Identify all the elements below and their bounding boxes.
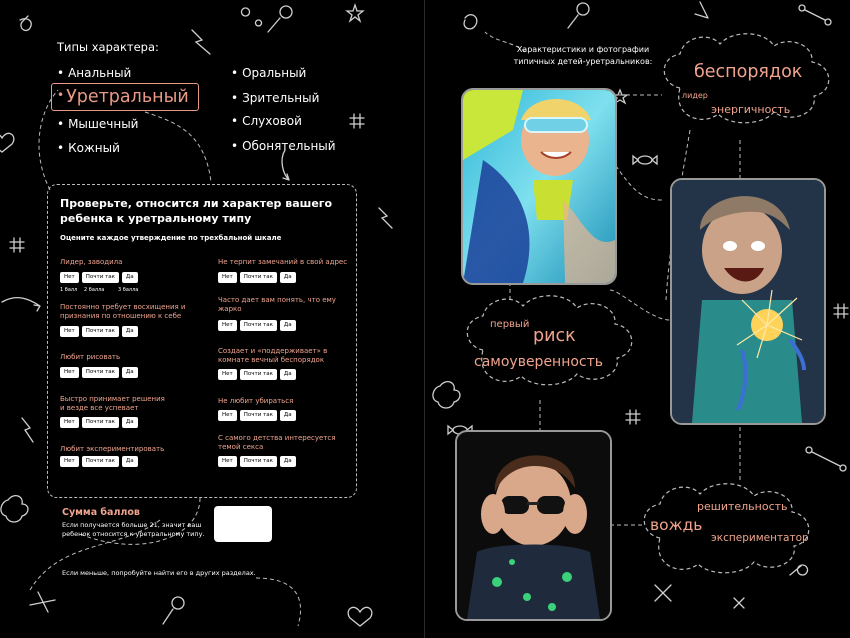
bone-icon — [30, 592, 55, 612]
cloud-word-experimenter: экспериментатор — [711, 532, 809, 544]
cloud-word-energy: энергичность — [711, 103, 791, 116]
heart-icon — [0, 133, 14, 152]
hash-icon — [350, 114, 364, 128]
points-legend — [60, 287, 142, 293]
hash-icon — [834, 304, 848, 318]
points-3: 3 балла — [118, 287, 139, 293]
option-no[interactable]: Нет — [60, 272, 79, 283]
option-no[interactable]: Нет — [60, 326, 79, 337]
option-yes[interactable]: Да — [122, 326, 138, 337]
cloud-word-decisiveness: решительность — [697, 500, 788, 513]
lightning-icon — [192, 30, 210, 54]
option-no[interactable]: Нет — [218, 369, 237, 380]
question-7: Часто дает вам понять, что ему жарко — [218, 296, 336, 313]
hash-icon — [626, 410, 640, 424]
cloud-word-leader: лидер — [682, 91, 708, 100]
spiral-icon — [464, 15, 477, 29]
question-6: Не терпит замечаний в свой адрес — [218, 258, 348, 266]
cloud-word-chaos: беспорядок — [694, 62, 803, 82]
bone-icon — [799, 5, 831, 25]
type-anal: • Анальный — [57, 66, 131, 80]
option-yes[interactable]: Да — [122, 456, 138, 467]
answer-options-9 — [218, 410, 296, 421]
option-almost[interactable]: Почти так — [82, 456, 119, 467]
cloud-word-first: первый — [490, 319, 530, 330]
answer-options-10 — [218, 456, 296, 467]
option-no[interactable]: Нет — [218, 320, 237, 331]
lightning-icon — [22, 418, 33, 442]
arrow-icon — [282, 150, 289, 180]
option-no[interactable]: Нет — [218, 410, 237, 421]
option-yes[interactable]: Да — [122, 367, 138, 378]
option-no[interactable]: Нет — [60, 456, 79, 467]
lightning-icon — [379, 208, 392, 228]
option-no[interactable]: Нет — [218, 456, 237, 467]
arrow-icon — [2, 298, 40, 311]
question-9: Не любит убираться — [218, 397, 294, 405]
option-yes[interactable]: Да — [122, 417, 138, 428]
option-yes[interactable]: Да — [280, 369, 296, 380]
cloud-word-risk: риск — [533, 326, 576, 346]
question-8: Создает и «поддерживает» в комнате вечный беспорядок — [218, 347, 328, 364]
hash-icon — [10, 238, 24, 252]
question-3: Любит рисовать — [60, 353, 121, 361]
answer-options-6 — [218, 272, 296, 283]
answer-options-5 — [60, 456, 138, 467]
option-yes[interactable]: Да — [280, 320, 296, 331]
option-yes[interactable]: Да — [280, 272, 296, 283]
answer-options-4 — [60, 417, 138, 428]
option-almost[interactable]: Почти так — [240, 272, 277, 283]
question-4: Быстро принимает решения и везде все успевает — [60, 395, 165, 412]
option-almost[interactable]: Почти так — [82, 417, 119, 428]
star-icon — [347, 5, 363, 21]
x-icon — [734, 598, 744, 608]
photo-boy-sunglasses — [455, 430, 612, 621]
sum-input-box[interactable] — [214, 506, 272, 542]
option-almost[interactable]: Почти так — [82, 367, 119, 378]
photo-swimming-girl — [461, 88, 617, 285]
answer-options-2 — [60, 326, 138, 337]
lollipop-icon — [268, 6, 292, 32]
quiz-subtitle: Оцените каждое утверждение по трехбальной шкале — [60, 234, 282, 242]
bubbles-icon — [242, 8, 262, 26]
arrow-icon — [695, 2, 708, 18]
option-no[interactable]: Нет — [60, 367, 79, 378]
bone-icon — [806, 447, 846, 471]
option-no[interactable]: Нет — [218, 272, 237, 283]
option-almost[interactable]: Почти так — [240, 369, 277, 380]
cloud-word-confidence: самоуверенность — [474, 354, 604, 370]
type-uretral-highlighted: • Уретральный — [57, 87, 189, 107]
option-almost[interactable]: Почти так — [240, 410, 277, 421]
option-almost[interactable]: Почти так — [240, 456, 277, 467]
heart-icon — [348, 607, 372, 626]
page-spine — [424, 0, 425, 638]
option-almost[interactable]: Почти так — [240, 320, 277, 331]
lollipop-icon — [163, 597, 184, 624]
scribble-icon — [20, 16, 31, 30]
option-yes[interactable]: Да — [280, 456, 296, 467]
right-title: Характеристики и фотографии типичных детей-уретральников: — [513, 45, 653, 66]
option-almost[interactable]: Почти так — [82, 326, 119, 337]
option-almost[interactable]: Почти так — [82, 272, 119, 283]
option-no[interactable]: Нет — [60, 417, 79, 428]
type-audial: • Слуховой — [231, 114, 302, 128]
scribble-icon — [1, 496, 28, 522]
question-10: С самого детства интересуется темой секса — [218, 434, 336, 451]
type-muscular: • Мышечный — [57, 117, 138, 131]
option-yes[interactable]: Да — [280, 410, 296, 421]
sum-explanation: Если получается больше 21, значит ваш ребенок относится к уретральному типу. — [62, 521, 205, 538]
question-1: Лидер, заводила — [60, 258, 123, 266]
type-visual: • Зрительный — [231, 91, 319, 105]
question-5: Любит экспериментировать — [60, 445, 165, 453]
candy-icon — [633, 156, 657, 164]
cloud-word-chief: вождь — [650, 516, 703, 534]
type-olfactory: • Обонятельный — [231, 139, 336, 153]
cloud-1 — [650, 28, 850, 138]
answer-options-8 — [218, 369, 296, 380]
answer-options-7 — [218, 320, 296, 331]
answer-options-3 — [60, 367, 138, 378]
points-2: 2 балла — [84, 287, 105, 293]
type-skin: • Кожный — [57, 141, 120, 155]
option-yes[interactable]: Да — [122, 272, 138, 283]
sum-title: Сумма баллов — [62, 507, 140, 518]
question-2: Постоянно требует восхищения и признания по отношению к себе — [60, 303, 186, 320]
types-title: Типы характера: — [57, 40, 159, 54]
points-1: 1 балл — [60, 287, 78, 293]
answer-options-1 — [60, 272, 138, 283]
photo-boy-sparkler — [670, 178, 826, 425]
lollipop-icon — [568, 3, 589, 28]
quiz-title: Проверьте, относится ли характер вашего ребенка к уретральному типу — [60, 197, 333, 225]
sum-less-note: Если меньше, попробуйте найти его в других разделах. — [62, 569, 256, 577]
type-oral: • Оральный — [231, 66, 306, 80]
